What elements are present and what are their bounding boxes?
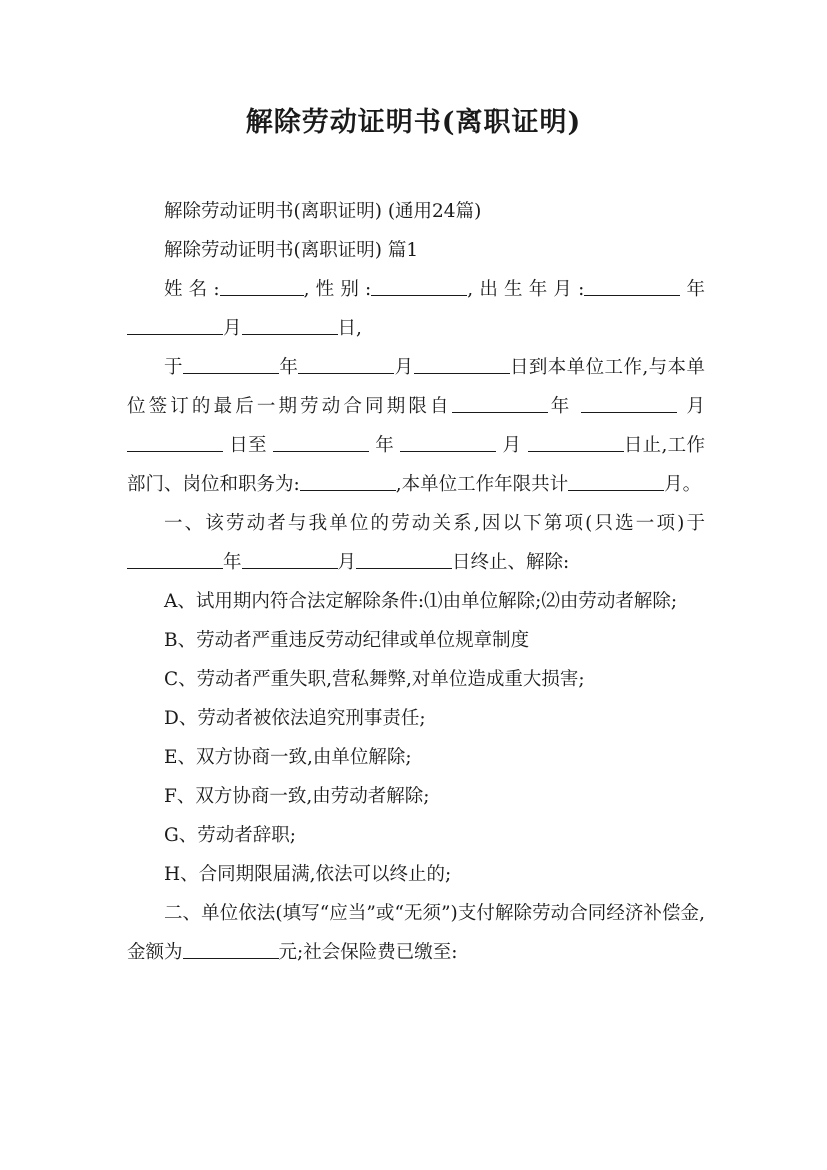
contract-start-year-blank[interactable] xyxy=(452,393,548,413)
name-blank[interactable] xyxy=(220,276,304,296)
contract-start-month-blank[interactable] xyxy=(581,393,677,413)
birth-label: ,出生年月: xyxy=(467,279,585,300)
document-title: 解除劳动证明书(离职证明) xyxy=(245,107,582,138)
birth-year-label: 年 xyxy=(680,279,705,300)
compensation-tail: 元;社会保险费已缴至: xyxy=(278,942,458,963)
birth-month-label: 月 xyxy=(223,318,242,339)
end-year-label: 年 xyxy=(223,552,242,573)
compensation-amount-blank[interactable] xyxy=(183,939,279,959)
personal-info-line xyxy=(127,270,705,348)
option-c: C、劳动者严重失职,营私舞弊,对单位造成重大损害; xyxy=(164,669,585,690)
tenure-month-label: 月。 xyxy=(664,474,702,495)
contract-end-day-blank[interactable] xyxy=(528,432,624,452)
contract-start-month-label: 月 xyxy=(686,396,705,417)
start-year-blank[interactable] xyxy=(183,354,279,374)
option-f: F、双方协商一致,由劳动者解除; xyxy=(164,786,430,807)
compensation-intro: 二、单位依法(填写“应当”或“无须”)支付解除劳动合同经济补偿金,金额为 xyxy=(127,903,705,963)
end-year-blank[interactable] xyxy=(127,549,223,569)
contract-end-month-label: 月 xyxy=(502,435,522,456)
contract-end-year-blank[interactable] xyxy=(273,432,369,452)
gender-label: ,性别: xyxy=(303,279,372,300)
tenure-blank[interactable] xyxy=(568,471,664,491)
end-month-blank[interactable] xyxy=(242,549,338,569)
employment-paragraph xyxy=(127,348,705,504)
document-body xyxy=(127,192,705,972)
tenure-label: ,本单位工作年限共计 xyxy=(395,474,569,495)
post-blank[interactable] xyxy=(300,471,396,491)
name-label: 姓名: xyxy=(164,279,220,300)
end-day-blank[interactable] xyxy=(356,549,452,569)
contract-start-day-blank[interactable] xyxy=(127,432,223,452)
contract-end-month-blank[interactable] xyxy=(400,432,496,452)
option-d: D、劳动者被依法追究刑事责任; xyxy=(164,708,426,729)
employment-prefix: 于 xyxy=(164,357,183,378)
section-heading: 解除劳动证明书(离职证明) 篇1 xyxy=(164,240,419,261)
contract-intro: 日到本单位工作,与本单位签订的最后一期劳动合同期限自 xyxy=(127,357,705,417)
contract-start-year-label: 年 xyxy=(547,396,573,417)
department-label: 日止,工作部门、岗位和职务为: xyxy=(127,435,705,495)
start-month-blank[interactable] xyxy=(298,354,394,374)
reason-paragraph xyxy=(127,504,705,582)
start-year-label: 年 xyxy=(278,357,299,378)
compensation-paragraph xyxy=(127,894,705,972)
birth-year-blank[interactable] xyxy=(584,276,680,296)
start-month-label: 月 xyxy=(394,357,414,378)
option-h: H、合同期限届满,依法可以终止的; xyxy=(164,864,452,885)
option-a: A、试用期内符合法定解除条件:⑴由单位解除;⑵由劳动者解除; xyxy=(164,591,678,612)
option-e: E、双方协商一致,由单位解除; xyxy=(164,747,412,768)
end-month-label: 月 xyxy=(337,552,357,573)
birth-day-blank[interactable] xyxy=(242,315,338,335)
reason-tail: 日终止、解除: xyxy=(452,552,570,573)
document-subtitle: 解除劳动证明书(离职证明) (通用24篇) xyxy=(164,201,482,222)
start-day-blank[interactable] xyxy=(414,354,510,374)
birth-month-blank[interactable] xyxy=(127,315,223,335)
reason-intro: 一、该劳动者与我单位的劳动关系,因以下第项(只选一项)于 xyxy=(164,513,705,534)
gender-blank[interactable] xyxy=(371,276,467,296)
contract-end-year-label: 年 xyxy=(375,435,395,456)
option-g: G、劳动者辞职; xyxy=(164,825,297,846)
option-b: B、劳动者严重违反劳动纪律或单位规章制度 xyxy=(164,630,530,651)
birth-day-label: 日, xyxy=(337,318,362,339)
contract-start-day-label: 日至 xyxy=(229,435,267,456)
